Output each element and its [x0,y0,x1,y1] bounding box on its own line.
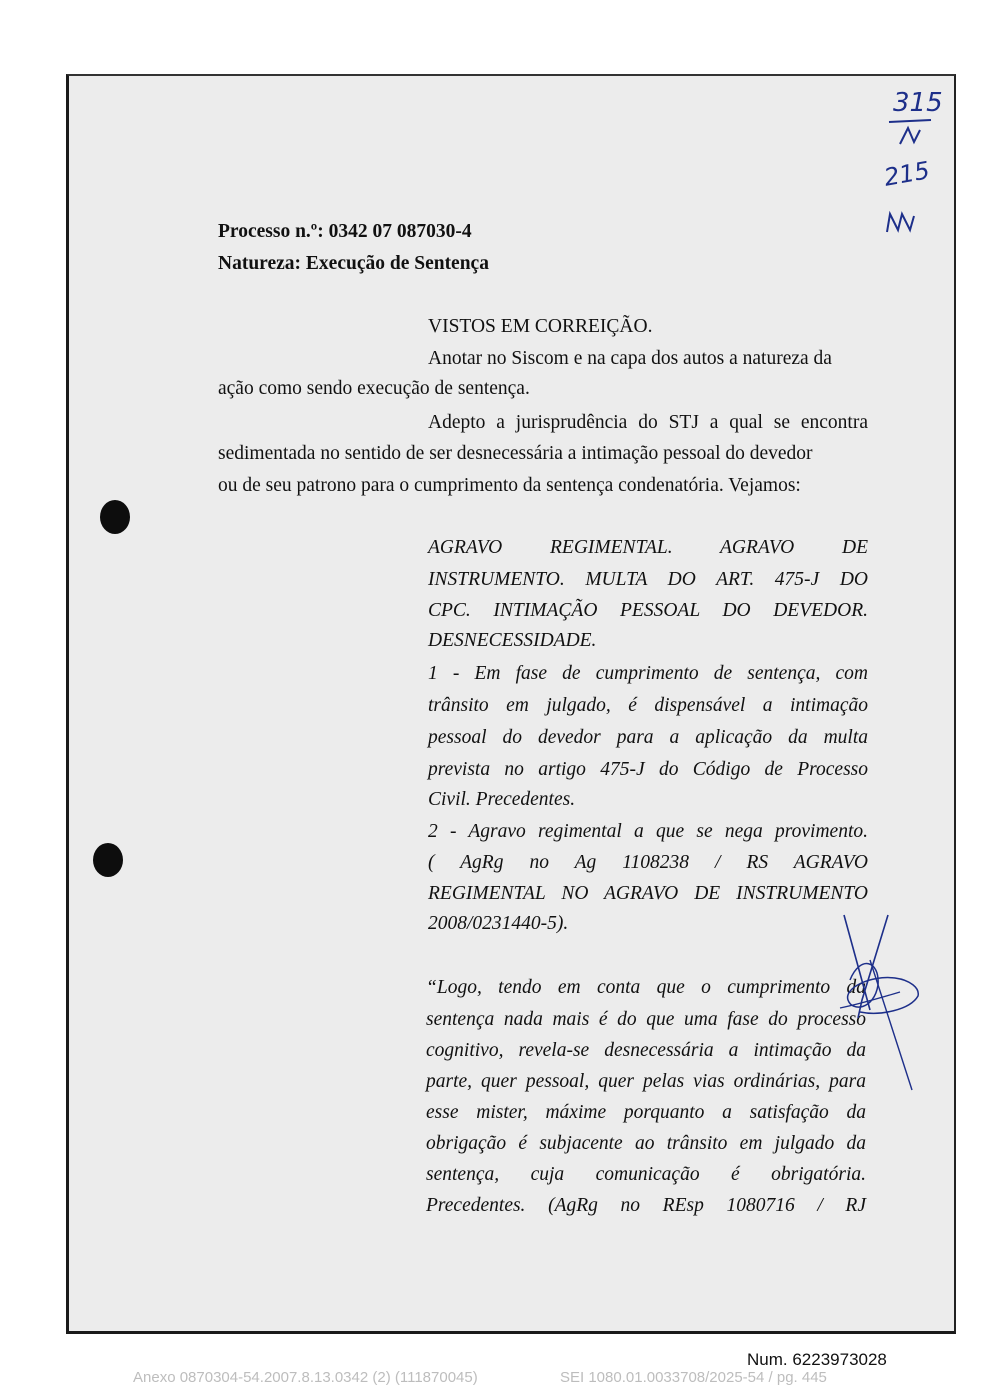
quote-line: sentença, cuja comunicação é obrigatória. [426,1164,866,1185]
case-nature: Natureza: Execução de Sentença [218,253,489,274]
punch-hole [100,500,130,534]
quote-line: REGIMENTAL NO AGRAVO DE INSTRUMENTO [428,883,868,904]
quote-line: parte, quer pessoal, quer pelas vias ordinárias, para [426,1071,866,1092]
paragraph-line: ação como sendo execução de sentença. [218,378,530,399]
process-number: Processo n.º: 0342 07 087030-4 [218,221,472,242]
quote-line: obrigação é subjacente ao trânsito em julgado da [426,1133,866,1154]
handwritten-initial-icon [886,118,936,148]
paragraph-line: Anotar no Siscom e na capa dos autos a natureza da [428,348,832,369]
quote-line: 2 - Agravo regimental a que se nega provimento. [428,821,868,842]
handwritten-page-number: 315 [893,88,943,118]
quote-line: 2008/0231440-5). [428,913,569,934]
handwritten-page-number: 215 [881,156,932,192]
quote-line: pessoal do devedor para a aplicação da multa [428,727,868,748]
annex-reference: Anexo 0870304-54.2007.8.13.0342 (2) (111870045) [133,1369,478,1386]
quote-line: INSTRUMENTO. MULTA DO ART. 475-J DO [428,569,868,590]
quote-line: esse mister, máxime porquanto a satisfação da [426,1102,866,1123]
vistos-heading: VISTOS EM CORREIÇÃO. [428,316,653,337]
quote-line: AGRAVO REGIMENTAL. AGRAVO DE [428,537,868,558]
punch-hole [93,843,123,877]
handwritten-initial-icon [884,208,924,234]
paragraph-line: sedimentada no sentido de ser desnecessária a intimação pessoal do devedor [218,443,813,464]
quote-line: trânsito em julgado, é dispensável a intimação [428,695,868,716]
sei-reference: SEI 1080.01.0033708/2025-54 / pg. 445 [560,1369,827,1386]
quote-line: “Logo, tendo em conta que o cumprimento da [426,977,866,998]
quote-line: cognitivo, revela-se desnecessária a intimação da [426,1040,866,1061]
handwritten-signature [800,900,930,1100]
quote-line: prevista no artigo 475-J do Código de Processo [428,759,868,780]
quote-line: ( AgRg no Ag 1108238 / RS AGRAVO [428,852,868,873]
paragraph-line: ou de seu patrono para o cumprimento da sentença condenatória. Vejamos: [218,475,801,496]
paragraph-line: Adepto a jurisprudência do STJ a qual se encontra [428,412,868,433]
document-number: Num. 6223973028 [747,1350,887,1369]
quote-line: Precedentes. (AgRg no REsp 1080716 / RJ [426,1195,866,1216]
quote-line: 1 - Em fase de cumprimento de sentença, com [428,663,868,684]
quote-line: sentença nada mais é do que uma fase do processo [426,1009,866,1030]
quote-line: Civil. Precedentes. [428,789,576,810]
quote-line: DESNECESSIDADE. [428,630,597,651]
quote-line: CPC. INTIMAÇÃO PESSOAL DO DEVEDOR. [428,600,868,621]
